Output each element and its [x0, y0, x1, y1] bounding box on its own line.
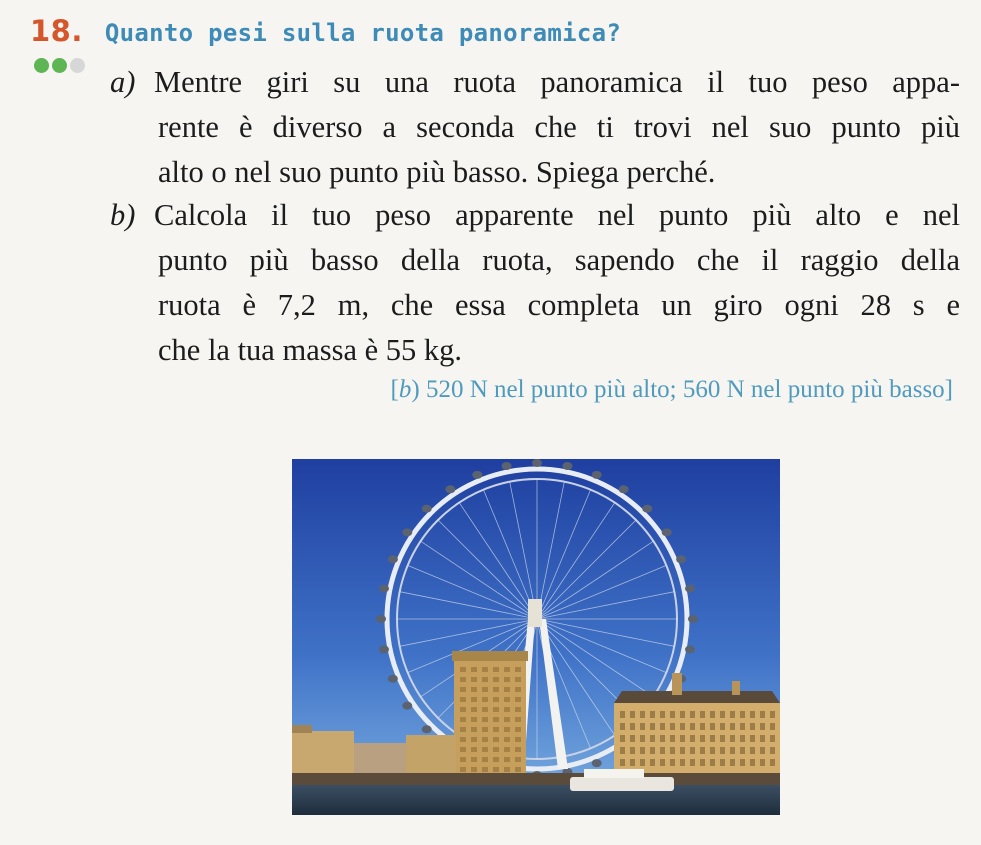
tower-window — [471, 677, 477, 682]
wheel-capsule — [388, 555, 398, 563]
tower-window — [515, 667, 521, 672]
hall-window — [770, 711, 775, 718]
river — [292, 785, 780, 815]
hall-window — [660, 747, 665, 754]
hall-window — [730, 759, 735, 766]
wheel-capsule — [402, 528, 412, 536]
exercise-header — [30, 14, 621, 48]
tower-window — [460, 687, 466, 692]
part-a-line-3: alto o nel suo punto più basso. Spiega perché. — [158, 155, 716, 189]
part-a-label: a) — [110, 65, 136, 99]
tower-window — [460, 767, 466, 772]
tower-window — [482, 697, 488, 702]
hall-window — [750, 723, 755, 730]
hall-window — [690, 723, 695, 730]
hall-window — [760, 711, 765, 718]
hall-window — [680, 735, 685, 742]
hall-window — [760, 735, 765, 742]
tower-window — [493, 677, 499, 682]
tower-window — [504, 757, 510, 762]
part-a-line-1: Mentre giri su una ruota panoramica il tuo peso appa- — [154, 65, 960, 99]
part-b-line-1: Calcola il tuo peso apparente nel punto più alto e nel — [154, 198, 960, 232]
wheel-capsule — [688, 615, 698, 623]
tower-window — [482, 767, 488, 772]
hall-window — [630, 711, 635, 718]
wheel-capsule — [379, 585, 389, 593]
hall-window — [770, 759, 775, 766]
tower-window — [471, 737, 477, 742]
hall-window — [630, 723, 635, 730]
hall-window — [710, 735, 715, 742]
hall-window — [630, 759, 635, 766]
tower-window — [493, 717, 499, 722]
hall-window — [720, 747, 725, 754]
wheel-capsule — [422, 505, 432, 513]
hall-window — [690, 747, 695, 754]
wheel-capsule — [662, 528, 672, 536]
hall-window — [760, 747, 765, 754]
hall-window — [730, 723, 735, 730]
hall-window — [770, 747, 775, 754]
hall-window — [760, 759, 765, 766]
tower-building — [452, 651, 528, 779]
tower-window — [504, 747, 510, 752]
wheel-capsule — [642, 505, 652, 513]
tower-window — [493, 727, 499, 732]
tower-window — [482, 727, 488, 732]
hall-window — [700, 723, 705, 730]
hall-window — [680, 747, 685, 754]
hall-window — [740, 747, 745, 754]
tower-window — [493, 667, 499, 672]
part-a-line-2: rente è diverso a seconda che ti trovi nel suo punto più — [158, 110, 960, 144]
hall-window — [620, 723, 625, 730]
hall-window — [650, 735, 655, 742]
hall-window — [750, 735, 755, 742]
hall-window — [730, 747, 735, 754]
tower-window — [460, 697, 466, 702]
hall-window — [750, 759, 755, 766]
hall-window — [680, 759, 685, 766]
exercise-number: 18. — [30, 14, 83, 48]
tower-window — [515, 697, 521, 702]
wheel-capsule — [445, 485, 455, 493]
hall-window — [770, 723, 775, 730]
tower-window — [460, 737, 466, 742]
difficulty-dot-1 — [34, 58, 49, 73]
tower-window — [504, 717, 510, 722]
hall-window — [620, 747, 625, 754]
embankment — [292, 773, 780, 785]
tower-window — [482, 687, 488, 692]
hall-window — [710, 711, 715, 718]
tower-window — [471, 667, 477, 672]
hall-window — [690, 711, 695, 718]
hall-window — [620, 735, 625, 742]
wheel-capsule — [676, 555, 686, 563]
hall-window — [760, 723, 765, 730]
wheel-capsule — [472, 471, 482, 479]
wheel-capsule — [402, 702, 412, 710]
tower-window — [482, 717, 488, 722]
tower-window — [471, 757, 477, 762]
hall-window — [710, 759, 715, 766]
tower-window — [482, 737, 488, 742]
tower-window — [471, 687, 477, 692]
hall-window — [730, 735, 735, 742]
hall-window — [650, 711, 655, 718]
tower-window — [504, 687, 510, 692]
wheel-capsule — [422, 725, 432, 733]
tower-window — [460, 677, 466, 682]
hall-window — [700, 747, 705, 754]
hall-window — [640, 723, 645, 730]
tower-window — [482, 677, 488, 682]
hall-window — [700, 759, 705, 766]
tower-window — [515, 687, 521, 692]
tower-window — [460, 717, 466, 722]
hall-window — [730, 711, 735, 718]
tower-window — [515, 677, 521, 682]
tower-window — [515, 717, 521, 722]
wheel-capsule — [532, 459, 542, 467]
tower-window — [504, 727, 510, 732]
tower-window — [471, 717, 477, 722]
hall-window — [700, 735, 705, 742]
hall-window — [630, 747, 635, 754]
hall-window — [740, 735, 745, 742]
tower-window — [493, 687, 499, 692]
wheel-capsule — [592, 759, 602, 767]
hall-window — [720, 723, 725, 730]
hall-window — [660, 711, 665, 718]
hall-window — [690, 735, 695, 742]
hall-window — [740, 711, 745, 718]
tower-window — [471, 727, 477, 732]
hall-window — [640, 759, 645, 766]
wheel-capsule — [388, 675, 398, 683]
part-b-line-3: ruota è 7,2 m, che essa completa un giro ogni 28 s e — [158, 288, 960, 322]
tower-window — [482, 747, 488, 752]
difficulty-dot-2 — [52, 58, 67, 73]
tower-window — [471, 767, 477, 772]
hall-window — [770, 735, 775, 742]
tower-window — [515, 727, 521, 732]
tower-window — [504, 697, 510, 702]
hall-window — [650, 723, 655, 730]
hall-window — [620, 759, 625, 766]
wheel-capsule — [376, 615, 386, 623]
tower-window — [493, 747, 499, 752]
tower-window — [471, 697, 477, 702]
hall-window — [750, 711, 755, 718]
hall-window — [670, 711, 675, 718]
wheel-capsule — [379, 645, 389, 653]
difficulty-dot-3 — [70, 58, 85, 73]
hall-window — [660, 723, 665, 730]
tower-window — [515, 707, 521, 712]
hall-window — [620, 711, 625, 718]
answer-part-label: b — [398, 376, 412, 403]
tower-window — [504, 767, 510, 772]
hall-window — [720, 759, 725, 766]
tower-window — [471, 707, 477, 712]
hall-window — [680, 723, 685, 730]
tower-window — [460, 707, 466, 712]
hall-window — [680, 711, 685, 718]
part-b-line-4: che la tua massa è 55 kg. — [158, 333, 463, 367]
tower-window — [460, 757, 466, 762]
hall-window — [670, 735, 675, 742]
hall-window — [710, 723, 715, 730]
part-b-label: b) — [110, 198, 136, 232]
ferris-wheel-photo — [292, 459, 780, 815]
part-b-line-2: punto più basso della ruota, sapendo che il raggio della — [158, 243, 960, 277]
hall-window — [750, 747, 755, 754]
hall-window — [690, 759, 695, 766]
hall-window — [640, 711, 645, 718]
tower-window — [515, 767, 521, 772]
hall-window — [740, 759, 745, 766]
hall-window — [660, 735, 665, 742]
difficulty-indicator — [34, 58, 85, 73]
hall-window — [660, 759, 665, 766]
tower-window — [471, 747, 477, 752]
hall-window — [650, 759, 655, 766]
hall-window — [670, 747, 675, 754]
wheel-capsule — [619, 485, 629, 493]
tower-window — [515, 747, 521, 752]
wheel-capsule — [562, 462, 572, 470]
tower-window — [482, 707, 488, 712]
tower-window — [460, 727, 466, 732]
hall-window — [630, 735, 635, 742]
hall-window — [670, 759, 675, 766]
hall-window — [740, 723, 745, 730]
tower-window — [493, 697, 499, 702]
tower-window — [504, 737, 510, 742]
tower-window — [482, 667, 488, 672]
hall-window — [720, 735, 725, 742]
tower-window — [460, 667, 466, 672]
tower-window — [504, 707, 510, 712]
tower-window — [493, 767, 499, 772]
hall-window — [710, 747, 715, 754]
wheel-capsule — [685, 585, 695, 593]
tower-window — [460, 747, 466, 752]
tower-window — [482, 757, 488, 762]
question-part-b — [110, 193, 960, 373]
exercise-title: Quanto pesi sulla ruota panoramica? — [104, 19, 622, 47]
answer-key: [b) 520 N nel punto più alto; 560 N nel punto più basso] — [390, 376, 953, 403]
hall-window — [670, 723, 675, 730]
hall-window — [640, 747, 645, 754]
answer-text: 520 N nel punto più alto; 560 N nel punto più basso] — [419, 376, 953, 403]
wheel-capsule — [502, 462, 512, 470]
wheel-capsule — [592, 471, 602, 479]
tower-window — [493, 757, 499, 762]
hall-window — [720, 711, 725, 718]
tower-window — [504, 677, 510, 682]
tower-window — [515, 737, 521, 742]
hall-window — [700, 711, 705, 718]
hall-window — [640, 735, 645, 742]
tower-window — [515, 757, 521, 762]
question-part-a — [110, 60, 960, 195]
tower-window — [493, 707, 499, 712]
hall-window — [650, 747, 655, 754]
ferris-wheel-illustration — [292, 459, 780, 815]
wheel-capsule — [685, 645, 695, 653]
tower-window — [493, 737, 499, 742]
tower-window — [504, 667, 510, 672]
